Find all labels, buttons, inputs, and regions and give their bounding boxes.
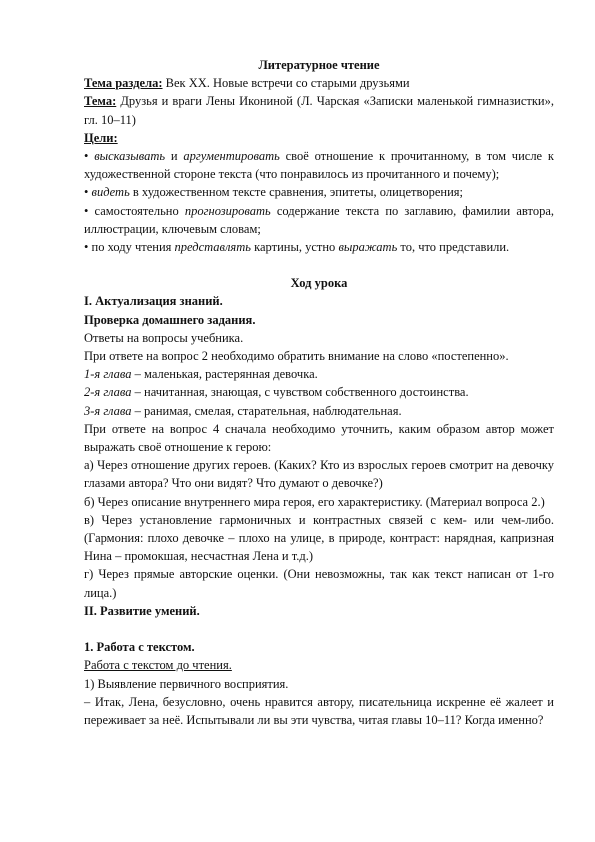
question-2-note: При ответе на вопрос 2 необходимо обратить внимание на слово «постепенно». [84,349,509,364]
answers-line: Ответы на вопросы учебника. [84,330,244,345]
goal-text: своё отношение к прочитанному, в том числе к художественной стороне текста (что понравилось из прочитанного и почему); [84,149,554,182]
goal-prefix: • самостоятельно [84,203,185,218]
spacer [84,620,554,638]
goal-verb: видеть [91,185,130,200]
goal-prefix: • [84,149,95,164]
chapter-label: 2-я глава [84,385,132,400]
goal-text: в художественном тексте сравнения, эпитеты, олицетворения; [129,185,463,200]
goal-conj: картины, устно [250,240,339,255]
method-item: г) Через прямые авторские оценки. (Они невозможны, так как текст написан от 1-го лица.) [84,567,554,600]
goal-text: содержание текста по заглавию, фамилии автора, иллюстрации, ключевым словам; [84,203,554,236]
question-4-note: При ответе на вопрос 4 сначала необходимо уточнить, каким образом автор может выражать своё отношение к герою: [84,421,554,455]
goal-conj: и [165,149,184,164]
chapter-line [84,383,554,401]
chapter-text: – маленькая, растерянная девочка. [131,367,318,382]
method-item: б) Через описание внутреннего мира героя, его характеристику. (Материал вопроса 2.) [84,494,545,509]
section-1-heading: I. Актуализация знаний. [84,294,223,309]
goal-item [84,238,554,256]
topic-line [84,92,554,128]
chapter-line [84,365,554,383]
homework-heading: Проверка домашнего задания. [84,312,256,327]
chapter-text: – ранимая, смелая, старательная, наблюдательная. [131,403,402,418]
document-page [84,56,554,729]
goal-prefix: • [84,185,92,200]
topic-label: Тема: [84,94,117,109]
goal-item [84,147,554,183]
chapter-line [84,402,554,420]
text-work-heading: 1. Работа с текстом. [84,640,195,655]
chapter-label: 1-я глава [84,367,132,382]
goal-verb: прогнозировать [184,203,271,218]
goals-heading: Цели: [84,130,118,145]
chapter-text: – начитанная, знающая, с чувством собственного достоинства. [131,385,469,400]
topic-value: Друзья и враги Лены Икониной (Л. Чарская «Записки маленькой гимназистки», гл. 10–11) [84,94,554,127]
section-value: Век XX. Новые встречи со старыми друзьями [162,76,410,91]
goal-text: то, что представили. [397,240,510,255]
document-title: Литературное чтение [258,58,380,72]
method-item: в) Через установление гармоничных и контрастных связей с кем- или чем-либо. (Гармония: плохо девочке – плохо на улице, в природе, контраст: нарядная, капризная Нина – промокшая, несчастная Лена и т.д.) [84,512,554,564]
spacer [84,256,554,274]
before-reading-heading: Работа с текстом до чтения. [84,658,232,673]
step-1: 1) Выявление первичного восприятия. [84,676,289,691]
lesson-heading: Ход урока [290,276,348,291]
goal-prefix: • по ходу чтения [84,240,175,255]
method-item: а) Через отношение других героев. (Каких? Кто из взрослых героев смотрит на девочку глазами автора? Что они видят? Что думают о девочке?) [84,458,554,491]
section-line [84,74,554,92]
goal-item [84,183,554,201]
goal-verb: аргументировать [183,149,280,164]
section-2-heading: II. Развитие умений. [84,603,200,618]
goal-verb: представлять [174,240,251,255]
section-label: Тема раздела: [84,76,163,91]
goal-item [84,202,554,238]
discussion-question: – Итак, Лена, безусловно, очень нравится автору, писательница искренне её жалеет и переживает за неё. Испытывали ли вы эти чувства, читая главы 10–11? Когда именно? [84,694,554,727]
chapter-label: 3-я глава [84,403,132,418]
goal-verb: высказывать [94,149,166,164]
goal-verb: выражать [338,240,398,255]
